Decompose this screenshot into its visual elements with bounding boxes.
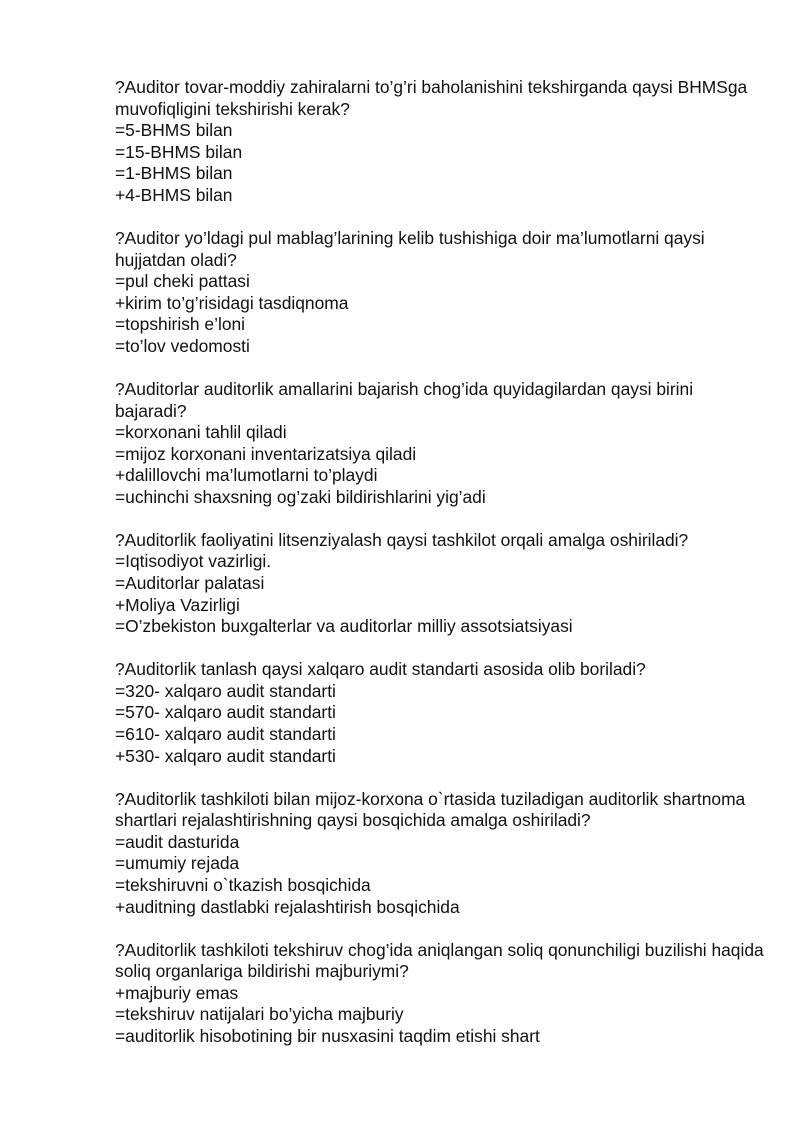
answer-option-correct: +Moliya Vazirligi <box>115 594 240 615</box>
answer-option-correct: +530- xalqaro audit standarti <box>115 745 336 766</box>
answer-option: =korxonani tahlil qiladi <box>115 422 287 443</box>
question-block-1 <box>115 77 765 207</box>
answer-option: =mijoz korxonani inventarizatsiya qiladi <box>115 443 417 464</box>
answer-option: =to’lov vedomosti <box>115 335 250 356</box>
question-text: ?Auditorlar auditorlik amallarini bajarish chog’ida quyidagilardan qaysi birini bajaradi? <box>115 378 698 421</box>
answer-option: =Iqtisodiyot vazirligi. <box>115 551 272 572</box>
answer-option-correct: +majburiy emas <box>115 982 239 1003</box>
answer-option: =Auditorlar palatasi <box>115 573 265 594</box>
answer-option: =topshirish e’loni <box>115 314 246 335</box>
answer-option: =320- xalqaro audit standarti <box>115 680 336 701</box>
answer-option: =570- xalqaro audit standarti <box>115 702 336 723</box>
answer-option: =15-BHMS bilan <box>115 141 243 162</box>
question-text: ?Auditor tovar-moddiy zahiralarni to’g’ri baholanishini tekshirganda qaysi BHMSga muvofiqligini tekshirishi kerak? <box>115 77 753 119</box>
question-text: ?Auditor yo’ldagi pul mablag’larining kelib tushishiga doir ma’lumotlarni qaysi hujjatdan oladi? <box>115 227 710 270</box>
answer-option-correct: +dalillovchi ma’lumotlarni to’playdi <box>115 465 378 486</box>
question-block-4 <box>115 530 765 638</box>
answer-option: =610- xalqaro audit standarti <box>115 724 336 744</box>
answer-option-correct: +4-BHMS bilan <box>115 184 233 205</box>
answer-option: =audit dasturida <box>115 831 240 852</box>
question-text: ?Auditorlik tashkiloti tekshiruv chog’ida aniqlangan soliq qonunchiligi buzilishi haqida soliq organlariga bildirishi majburiymi? <box>115 939 769 982</box>
answer-option-correct: +kirim to’g’risidagi tasdiqnoma <box>115 292 349 313</box>
answer-option: =pul cheki pattasi <box>115 271 250 292</box>
question-text: ?Auditorlik tashkiloti bilan mijoz-korxona o`rtasida tuziladigan auditorlik shartnoma shartlari rejalashtirishning qaysi bosqichida amalga oshiriladi? <box>115 788 751 831</box>
question-block-3 <box>115 379 765 509</box>
answer-option: =O’zbekiston buxgalterlar va auditorlar milliy assotsiatsiyasi <box>115 616 573 637</box>
document-page <box>115 77 769 1048</box>
answer-option: =auditorlik hisobotining bir nusxasini taqdim etishi shart <box>115 1025 540 1046</box>
answer-option: =tekshiruvni o`tkazish bosqichida <box>115 874 371 895</box>
question-block-7 <box>115 939 769 1048</box>
answer-option: =1-BHMS bilan <box>115 163 233 184</box>
answer-option: =5-BHMS bilan <box>115 120 233 141</box>
answer-option: =umumiy rejada <box>115 853 240 874</box>
answer-option-correct: +auditning dastlabki rejalashtirish bosqichida <box>115 896 460 917</box>
question-block-6 <box>115 789 765 919</box>
question-block-5 <box>115 659 765 767</box>
answer-option: =tekshiruv natijalari bo’yicha majburiy <box>115 1004 404 1025</box>
question-block-2 <box>115 228 765 358</box>
question-text: ?Auditorlik faoliyatini litsenziyalash qaysi tashkilot orqali amalga oshiriladi? <box>115 529 689 550</box>
question-text: ?Auditorlik tanlash qaysi xalqaro audit standarti asosida olib boriladi? <box>115 659 646 680</box>
answer-option: =uchinchi shaxsning og’zaki bildirishlarini yig’adi <box>115 486 486 507</box>
